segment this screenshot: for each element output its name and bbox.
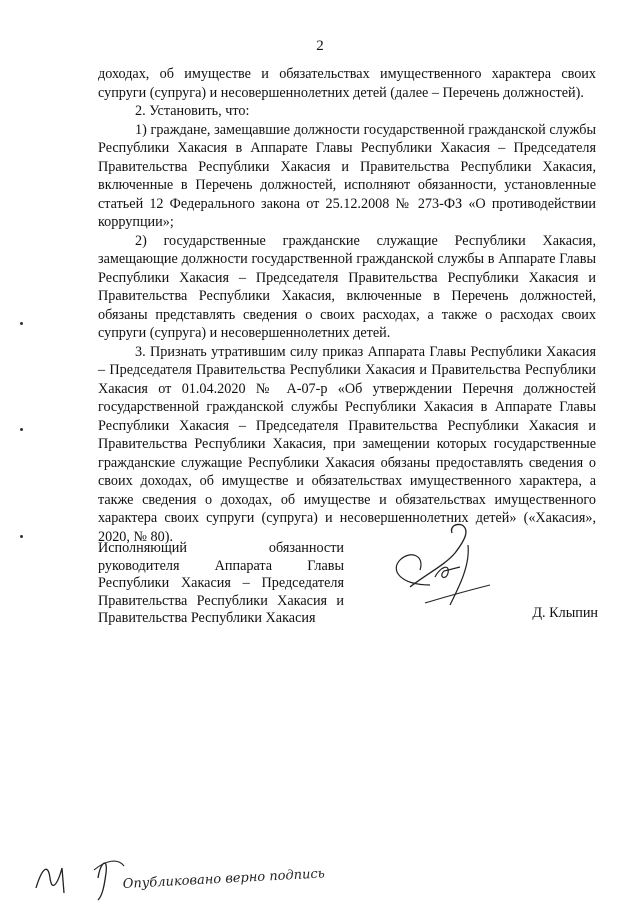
signatory-position <box>98 540 344 628</box>
document-body <box>98 65 596 546</box>
handwritten-note-text: Опубликовано верно подпись <box>122 866 326 892</box>
page-number: 2 <box>316 38 324 54</box>
paragraph-clause-2-item-2: 2) государственные гражданские служащие Республики Хакасия, замещающие должности государственной гражданской службы в Аппарате Главы Республики Хакасия – Председателя Правительства Республики Хакасия и Правительства Республики Хакасия, включенные в Перечень должностей, обязаны представлять сведения о своих расходах, а также о расходах своих супруги (супруга) и несовершеннолетних детей. <box>98 232 596 341</box>
signatory-position-line: руководителя Аппарата Главы <box>98 557 344 574</box>
signatory-position-line: Исполняющий обязанности <box>98 540 344 556</box>
signatory-position-line: Правительства Республики Хакасия <box>98 610 316 627</box>
paragraph-clause-2-item-1: 1) граждане, замещавшие должности государственной гражданской службы Республики Хакасия в Аппарате Главы Республики Хакасия – Председателя Правительства Республики Хакасия и Правительства Республики Хакасия, включенные в Перечень должностей, исполняют обязанности, установленные статьей 12 Федерального закона от 25.12.2008 № 273-ФЗ «О противодействии коррупции»; <box>98 121 596 230</box>
margin-mark <box>20 322 23 325</box>
paragraph-clause-3: 3. Признать утратившим силу приказ Аппарата Главы Республики Хакасия – Председателя Правительства Республики Хакасия и Правительства Республики Хакасия от 01.04.2020 № А-07-р «Об утверждении Перечня должностей государственной гражданской службы Республики Хакасия в Аппарате Главы Республики Хакасия – Председателя Правительства Республики Хакасия и Правительства Республики Хакасия, при замещении которых государственные гражданские служащие Республики Хакасия обязаны предоставлять сведения о своих доходах, об имуществе и обязательствах имущественного характера, а также сведения о доходах, об имуществе и обязательствах имущественного характера своих супруги (супруга) и несовершеннолетних детей» («Хакасия», 2020, № 80). <box>98 343 596 545</box>
signatory-position-line: Республики Хакасия – Председателя <box>98 575 344 592</box>
paragraph-continuation: доходах, об имуществе и обязательствах имущественного характера своих супруги (супруга) и несовершеннолетних детей (далее – Перечень должностей). <box>98 66 596 101</box>
handwritten-signature <box>370 515 520 615</box>
paragraph-clause-2: 2. Установить, что: <box>135 103 250 119</box>
signatory-position-line: Правительства Республики Хакасия и <box>98 592 344 609</box>
margin-mark <box>20 535 23 538</box>
margin-mark <box>20 428 23 431</box>
handwritten-annotation <box>28 848 348 903</box>
signatory-name: Д. Клыпин <box>532 605 598 621</box>
